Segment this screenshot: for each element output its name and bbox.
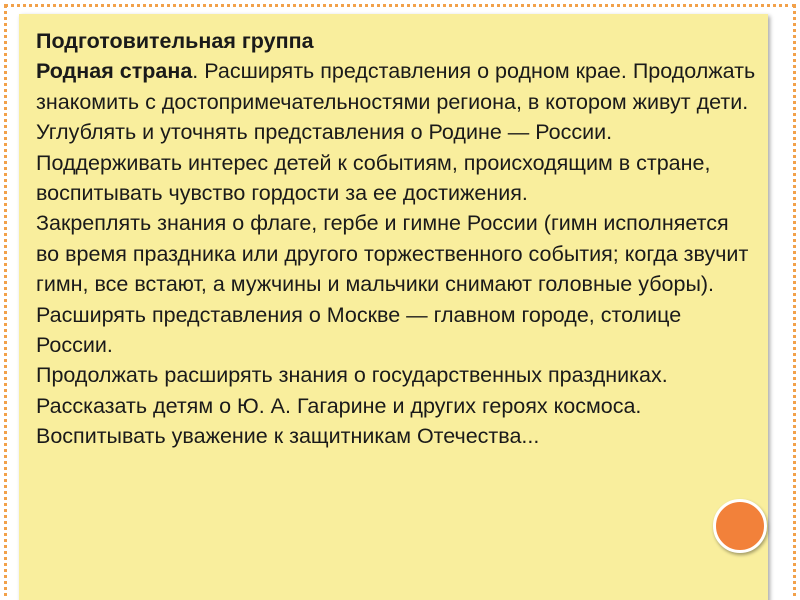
slide-title: Подготовительная группа bbox=[36, 29, 314, 53]
paragraph-defenders: Воспитывать уважение к защитникам Отечества... bbox=[36, 424, 540, 449]
section-intro: . Расширять представления о родном крае. Продолжать знакомить с достопримечательностями региона, в котором живут дети. bbox=[36, 59, 756, 114]
section-paragraph bbox=[36, 56, 756, 117]
slide-text bbox=[36, 26, 756, 452]
accent-circle bbox=[713, 499, 767, 553]
section-heading: Родная страна bbox=[36, 59, 193, 84]
paragraph-moscow: Расширять представления о Москве — главном городе, столице России. bbox=[36, 302, 682, 358]
paragraph-symbols: Закреплять знания о флаге, гербе и гимне России (гимн исполняется во время праздника или другого торжественного события; когда звучит гимн, все встают, а мужчины и мальчики снимают головные уборы). bbox=[36, 211, 749, 297]
paragraph-homeland: Углублять и уточнять представления о Родине — России. Поддерживать интерес детей к событиям, происходящим в стране, воспитывать чувство гордости за ее достижения. bbox=[36, 120, 711, 206]
paragraph-holidays: Продолжать расширять знания о государственных праздниках. Рассказать детям о Ю. А. Гагарине и других героях космоса. bbox=[36, 363, 668, 418]
